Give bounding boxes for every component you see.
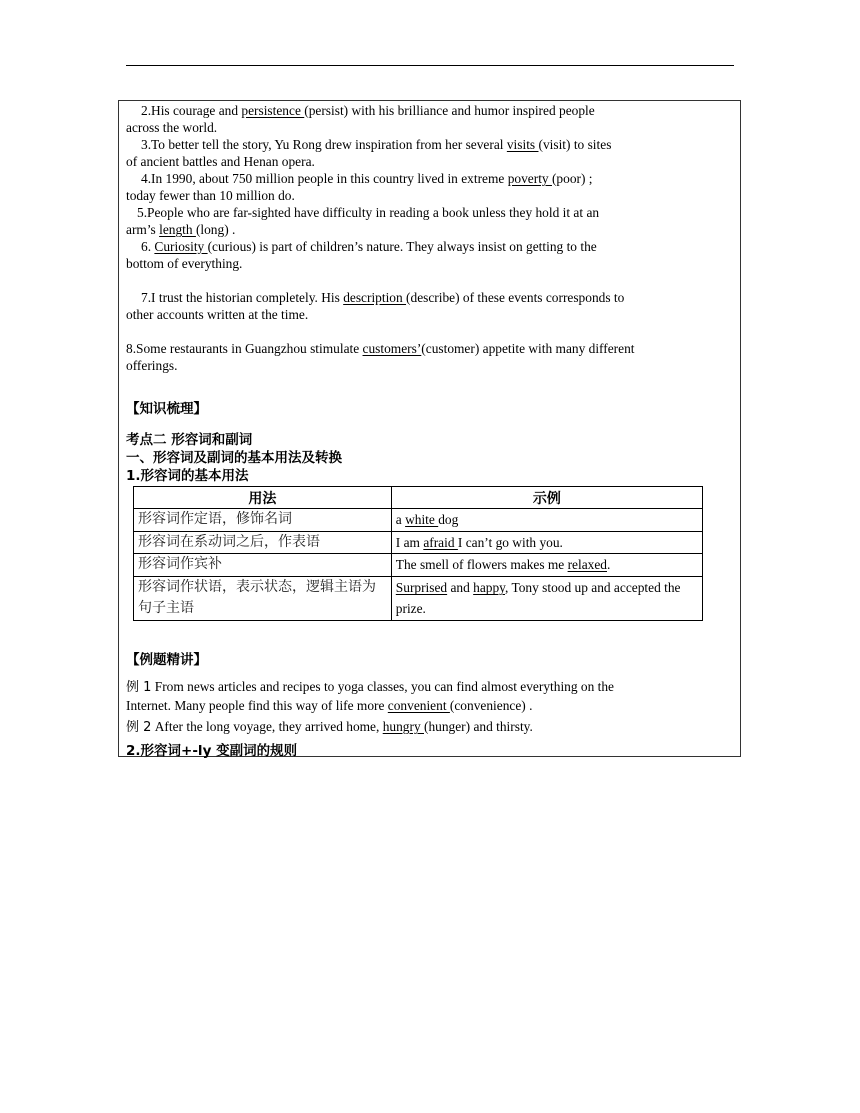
- answer-blank: white: [405, 512, 439, 528]
- header-rule: [126, 65, 734, 66]
- exercise-7-line1: 7.I trust the historian completely. His description (describe) of these events corresponds to: [141, 290, 625, 305]
- answer-blank: length: [159, 222, 196, 237]
- example-2-line: 例 2 After the long voyage, they arrived home, hungry (hunger) and thirsty.: [126, 719, 533, 735]
- table-header-example: 示例: [391, 487, 702, 509]
- answer-blank: Curiosity: [154, 239, 208, 254]
- exercise-6-line2: bottom of everything.: [126, 256, 243, 271]
- answer-blank: poverty: [507, 171, 552, 186]
- table-row: [134, 554, 703, 577]
- example-cell: The smell of flowers makes me relaxed.: [391, 554, 702, 577]
- answer-blank: visits: [506, 137, 539, 152]
- example-label: 例 1: [126, 680, 152, 695]
- table-row: [134, 509, 703, 532]
- heading-point: 考点二 形容词和副词: [126, 432, 253, 448]
- table-header-row: [134, 487, 703, 509]
- exercise-2-line1: 2.His courage and persistence (persist) with his brilliance and humor inspired people: [141, 103, 595, 118]
- exercise-5-line2: arm’s length (long) .: [126, 222, 236, 237]
- answer-blank: persistence: [241, 103, 305, 118]
- exercise-8-line1: 8.Some restaurants in Guangzhou stimulate customers’(customer) appetite with many different: [126, 341, 635, 356]
- heading-knowledge: 【知识梳理】: [126, 401, 207, 417]
- exercise-3-line1: 3.To better tell the story, Yu Rong drew inspiration from her several visits (visit) to sites: [141, 137, 612, 152]
- exercise-4-line1: 4.In 1990, about 750 million people in this country lived in extreme poverty (poor) ;: [141, 171, 593, 186]
- answer-blank: happy: [473, 580, 506, 596]
- heading-sub1: 1.形容词的基本用法: [126, 468, 249, 484]
- table-row: [134, 576, 703, 620]
- answer-blank: convenient: [387, 698, 450, 713]
- example-cell: I am afraid I can’t go with you.: [391, 531, 702, 554]
- example-1-line2: Internet. Many people find this way of life more convenient (convenience) .: [126, 698, 533, 713]
- example-label: 例 2: [126, 720, 152, 735]
- exercise-3-line2: of ancient battles and Henan opera.: [126, 154, 315, 169]
- exercise-8-line2: offerings.: [126, 358, 178, 373]
- exercise-5-line1: 5.People who are far-sighted have difficulty in reading a book unless they hold it at an: [137, 205, 600, 220]
- example-cell: Surprised and happy, Tony stood up and accepted the prize.: [391, 576, 702, 620]
- heading-examples: 【例题精讲】: [126, 652, 207, 668]
- usage-cell: 形容词作状语，表示状态，逻辑主语为句子主语: [134, 576, 392, 620]
- table-header-usage: 用法: [134, 487, 392, 509]
- usage-cell: 形容词在系动词之后，作表语: [134, 531, 392, 554]
- adjective-usage-table: [133, 486, 703, 621]
- usage-cell: 形容词作宾补: [134, 554, 392, 577]
- exercise-2-line2: across the world.: [126, 120, 218, 135]
- heading-sub2: 2.形容词+-ly 变副词的规则: [126, 743, 298, 759]
- heading-section: 一、形容词及副词的基本用法及转换: [126, 450, 342, 466]
- answer-blank: Surprised: [395, 580, 448, 596]
- answer-blank: relaxed: [567, 557, 607, 573]
- usage-cell: 形容词作定语，修饰名词: [134, 509, 392, 532]
- exercise-7-line2: other accounts written at the time.: [126, 307, 309, 322]
- answer-blank: description: [343, 290, 407, 305]
- example-cell: a white dog: [391, 509, 702, 532]
- answer-blank: afraid: [423, 534, 458, 550]
- example-1-line1: 例 1 From news articles and recipes to yoga classes, you can find almost everything on the: [126, 679, 615, 695]
- table-row: [134, 531, 703, 554]
- exercise-6-line1: 6. Curiosity (curious) is part of children’s nature. They always insist on getting to the: [141, 239, 597, 254]
- exercise-4-line2: today fewer than 10 million do.: [126, 188, 295, 203]
- answer-blank: hungry: [382, 719, 424, 734]
- answer-blank: customers’: [362, 341, 422, 356]
